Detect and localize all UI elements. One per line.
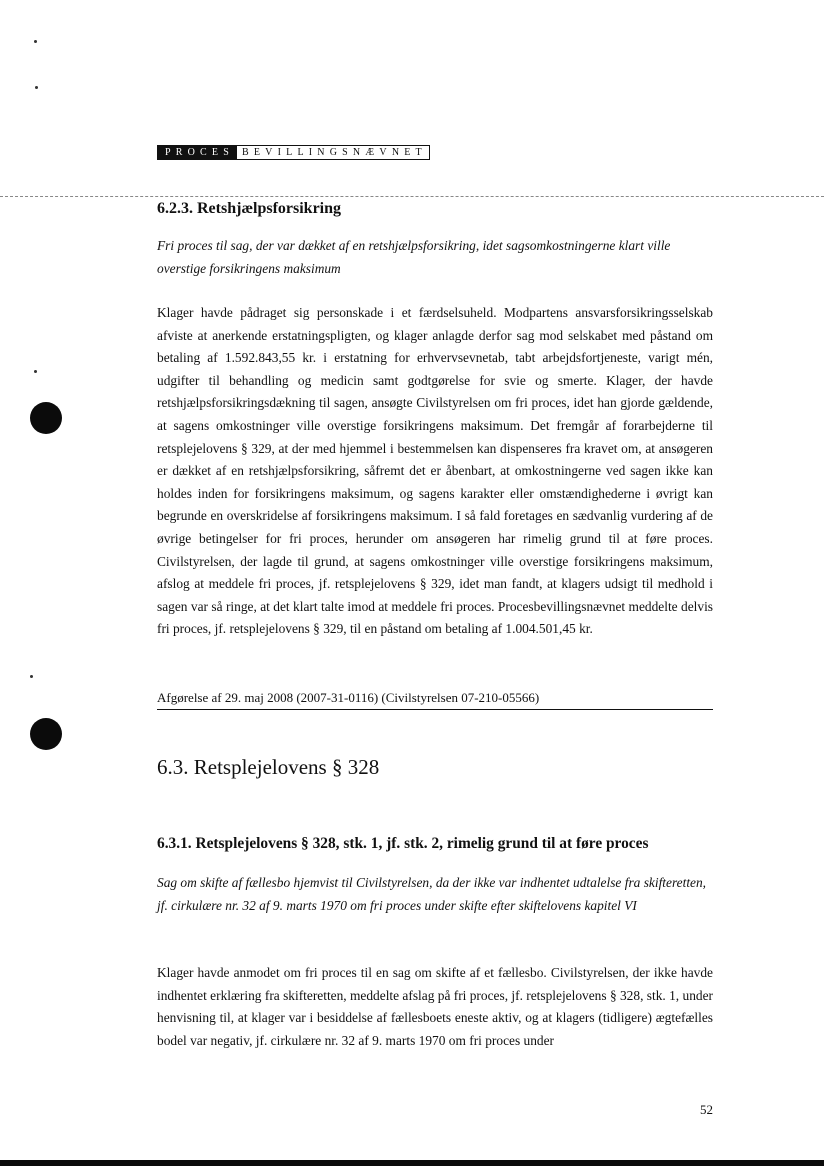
scan-speck <box>30 675 33 678</box>
logo-dark-part: PROCES <box>157 145 237 160</box>
section-heading-6-3-1: 6.3.1. Retsplejelovens § 328, stk. 1, jf. stk. 2, rimelig grund til at føre proces <box>157 835 649 852</box>
page-number: 52 <box>700 1102 713 1117</box>
section-body-6-3-1: Klager havde anmodet om fri proces til en sag om skifte af et fællesbo. Civilstyrelsen, der ikke havde indhentet erklæring fra skifteretten, meddelte afslag på fri proces, jf. retsplejelovens § 328, stk. 1, under henvisning til, at klager var i besiddelse af fællesboets eneste aktiv, og at klagers (tidligere) ægtefælles bodel var negativ, jf. cirkulære nr. 32 af 9. marts 1970 om fri proces under <box>157 965 713 1048</box>
decision-reference: Afgørelse af 29. maj 2008 (2007-31-0116) (Civilstyrelsen 07-210-05566) <box>157 690 713 710</box>
scan-speck <box>35 86 38 89</box>
section-heading-6-2-3: 6.2.3. Retshjælpsforsikring <box>157 200 342 217</box>
logo-light-part: BEVILLINGSNÆVNET <box>237 145 430 160</box>
scan-edge-bar <box>0 1160 824 1166</box>
scan-speck <box>34 370 37 373</box>
chapter-heading-6-3: 6.3. Retsplejelovens § 328 <box>157 755 380 779</box>
scan-artifact-line <box>0 196 824 197</box>
scan-speck <box>34 40 37 43</box>
section-summary-6-3-1: Sag om skifte af fællesbo hjemvist til Civilstyrelsen, da der ikke var indhentet udtalelse fra skifteretten, jf. cirkulære nr. 32 af 9. marts 1970 om fri proces under skifte efter skiftelovens kapitel VI <box>157 875 707 913</box>
section-body-6-2-3: Klager havde pådraget sig personskade i et færdselsuheld. Modpartens ansvarsforsikringsselskab afviste at anerkende erstatningspligten, og klager anlagde derfor sag mod selskabet med påstand om betaling af 1.592.843,55 kr. i erstatning for erhvervsevnetab, tabt arbejdsfortjeneste, varigt mén, udgifter til behandling og medicin samt godtgørelse for svie og smerte. Klager, der havde retshjælpsforsikringsdækning til sagen, ansøgte Civilstyrelsen om fri proces, idet han gjorde gældende, at sagens omkostninger ville overstige forsikringens maksimum. Det fremgår af forarbejderne til retsplejelovens § 329, at der med hjemmel i bestemmelsen kan dispenseres fra kravet om, at ansøgeren er dækket af en retshjælpsforsikring, såfremt det er åbenbart, at omkostningerne ved sagen ikke kan holdes inden for forsikringens maksimum, og sagens karakter eller omstændighederne i øvrigt kan begrunde en overskridelse af forsikringens maksimum. I så fald foretages en sædvanlig vurdering af de øvrige betingelser for fri proces, herunder om ansøgeren har rimelig grund til at føre proces. Civilstyrelsen, der lagde til grund, at sagens omkostninger ville overstige forsikringens maksimum, afslog at meddele fri proces, jf. retsplejelovens § 329, idet man fandt, at klagers udsigt til medhold i sagen var så ringe, at det klart talte imod at meddele fri proces. Procesbevillingsnævnet meddelte delvis fri proces, jf. retsplejelovens § 329, til en påstand om betaling af 1.004.501,45 kr. <box>157 305 713 637</box>
punch-hole-lower <box>30 718 62 750</box>
header-logo <box>157 145 430 160</box>
section-summary-6-2-3: Fri proces til sag, der var dækket af en retshjælpsforsikring, idet sagsomkostningerne klart ville overstige forsikringens maksimum <box>157 238 671 276</box>
punch-hole-upper <box>30 402 62 434</box>
